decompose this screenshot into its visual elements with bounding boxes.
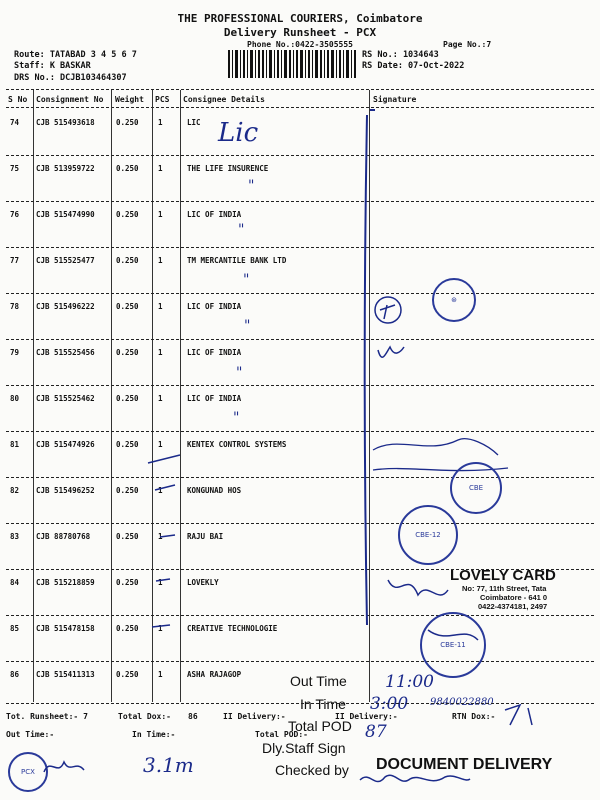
company-stamp-address2: Coimbatore - 641 0: [480, 593, 548, 602]
row-pcs: 1: [158, 256, 163, 265]
phone-number: Phone No.:0422-3505555: [247, 40, 353, 49]
col-pcs: PCS: [155, 95, 170, 104]
row-sno: 76: [10, 210, 20, 219]
footer-rule: [6, 703, 594, 704]
drs-number: DRS No.: DCJB103464307: [14, 73, 127, 83]
row-consignment: CJB 515496252: [36, 486, 95, 495]
total-runsheet: Tot. Runsheet:- 7: [6, 712, 88, 721]
total-dox-label: Total Dox:-: [118, 712, 171, 721]
row-pcs: 1: [158, 164, 163, 173]
handwritten-marks: [140, 445, 190, 645]
table-row: [0, 248, 600, 294]
rs-number: RS No.: 1034643: [362, 50, 439, 60]
rs-date: RS Date: 07-Oct-2022: [362, 61, 465, 71]
handwritten-out-time: 11:00: [385, 672, 434, 692]
handwritten-footer-signature: [40, 752, 90, 782]
row-pcs: 1: [158, 118, 163, 127]
row-sno: 80: [10, 394, 20, 403]
row-weight: 0.250: [116, 532, 139, 541]
row-pcs: 1: [158, 532, 163, 541]
row-consignee: LIC: [187, 118, 201, 127]
company-stamp-name: LOVELY CARD: [450, 567, 556, 584]
delivery-count-2: II Delivery:-: [335, 712, 398, 721]
row-consignee: TM MERCANTILE BANK LTD: [187, 256, 287, 265]
row-consignment: CJB 88780768: [36, 532, 91, 541]
row-sno: 82: [10, 486, 20, 495]
row-weight: 0.250: [116, 210, 139, 219]
row-consignment: CJB 515411313: [36, 670, 95, 679]
row-pcs: 1: [158, 348, 163, 357]
stamp-in-time: In Time: [300, 696, 346, 712]
staff: Staff: K BASKAR: [14, 61, 91, 71]
header-bottom-rule: [6, 107, 594, 108]
out-time-label: Out Time:-: [6, 730, 55, 739]
row-weight: 0.250: [116, 256, 139, 265]
col-consignment: Consignment No: [36, 95, 104, 104]
table-row: [0, 156, 600, 202]
table-row: [0, 110, 600, 156]
row-sno: 75: [10, 164, 20, 173]
table-row: [0, 340, 600, 386]
table-row: [0, 294, 600, 340]
row-consignee: LIC OF INDIA: [187, 394, 242, 403]
table-row: [0, 202, 600, 248]
barcode-graphic: [228, 50, 356, 78]
stamp-document-delivery: DOCUMENT DELIVERY: [376, 756, 553, 773]
row-consignee: LIC OF INDIA: [187, 210, 242, 219]
row-pcs: 1: [158, 394, 163, 403]
row-consignee: LIC OF INDIA: [187, 348, 242, 357]
row-pcs: 1: [158, 302, 163, 311]
col-weight: Weight: [115, 95, 144, 104]
row-sno: 84: [10, 578, 20, 587]
handwritten-phone: 9840022880: [430, 697, 494, 708]
round-stamp: CBE: [450, 462, 502, 514]
row-consignment: CJB 515493618: [36, 118, 95, 127]
total-dox-value: 86: [188, 712, 198, 721]
row-consignment: CJB 515478158: [36, 624, 95, 633]
barcode: [228, 50, 356, 78]
in-time-label: In Time:-: [132, 730, 176, 739]
row-weight: 0.250: [116, 440, 139, 449]
row-sno: 81: [10, 440, 20, 449]
row-consignment: CJB 515525456: [36, 348, 95, 357]
row-weight: 0.250: [116, 164, 139, 173]
row-sno: 79: [10, 348, 20, 357]
row-pcs: 1: [158, 486, 163, 495]
row-pcs: 1: [158, 624, 163, 633]
ditto-mark: ": [233, 410, 240, 426]
ditto-mark: ": [236, 365, 243, 381]
ditto-mark: ": [248, 178, 255, 194]
page-number: Page No.:7: [443, 40, 492, 49]
total-pod-label: Total POD:-: [255, 730, 308, 739]
stamp-out-time: Out Time: [290, 673, 347, 689]
row-consignment: CJB 513959722: [36, 164, 95, 173]
col-signature: Signature: [373, 95, 417, 104]
row-weight: 0.250: [116, 578, 139, 587]
handwritten-lic: Lic: [218, 118, 259, 148]
col-consignee: Consignee Details: [183, 95, 265, 104]
row-consignment: CJB 515218859: [36, 578, 95, 587]
stamp-staff-sign: Dly.Staff Sign: [262, 740, 346, 756]
col-sno: S No: [8, 95, 28, 104]
ditto-mark: ": [238, 222, 245, 238]
row-consignee: RAJU BAI: [187, 532, 224, 541]
company-stamp: [450, 567, 598, 611]
row-sno: 86: [10, 670, 20, 679]
handwritten-rtn-mark: [500, 700, 550, 730]
document-title: Delivery Runsheet - PCX: [223, 26, 377, 39]
row-sno: 77: [10, 256, 20, 265]
handwritten-in-time-left: 3.1m: [143, 753, 194, 777]
header-top-rule: [6, 89, 594, 90]
company-title: THE PROFESSIONAL COURIERS, Coimbatore: [177, 12, 423, 25]
row-weight: 0.250: [116, 624, 139, 633]
row-consignee: KONGUNAD HOS: [187, 486, 242, 495]
handwritten-total-pod: 87: [365, 722, 387, 742]
ditto-mark: ": [243, 272, 250, 288]
row-weight: 0.250: [116, 670, 139, 679]
row-consignment: CJB 515474990: [36, 210, 95, 219]
ditto-mark: ": [244, 318, 251, 334]
round-stamp: CBE-11: [420, 612, 486, 678]
row-weight: 0.250: [116, 118, 139, 127]
row-consignee: ASHA RAJAGOP: [187, 670, 242, 679]
row-consignment: CJB 515496222: [36, 302, 95, 311]
row-weight: 0.250: [116, 302, 139, 311]
row-consignee: LOVEKLY: [187, 578, 219, 587]
stamp-checked-by: Checked by: [275, 762, 349, 778]
delivery-count-1: II Delivery:-: [223, 712, 286, 721]
row-sno: 74: [10, 118, 20, 127]
row-weight: 0.250: [116, 394, 139, 403]
row-sno: 85: [10, 624, 20, 633]
row-consignment: CJB 515474926: [36, 440, 95, 449]
company-stamp-address1: No: 77, 11th Street, Tata: [462, 584, 547, 593]
rtn-dox: RTN Dox:-: [452, 712, 496, 721]
company-stamp-phone: 0422-4374181, 2497: [478, 602, 548, 611]
pcx-stamp: PCX: [8, 752, 48, 792]
handwritten-in-time: 3:00: [370, 694, 409, 714]
row-pcs: 1: [158, 210, 163, 219]
route: Route: TATABAD 3 4 5 6 7: [14, 50, 137, 60]
row-pcs: 1: [158, 578, 163, 587]
row-pcs: 1: [158, 440, 163, 449]
handwritten-checked-signature: [355, 765, 475, 795]
row-consignee: THE LIFE INSURENCE: [187, 164, 269, 173]
row-consignment: CJB 515525477: [36, 256, 95, 265]
row-consignee: CREATIVE TECHNOLOGIE: [187, 624, 278, 633]
row-weight: 0.250: [116, 486, 139, 495]
row-pcs: 1: [158, 670, 163, 679]
round-stamp: CBE-12: [398, 505, 458, 565]
handwritten-initials: [370, 295, 415, 375]
row-consignment: CJB 515525462: [36, 394, 95, 403]
row-sno: 78: [10, 302, 20, 311]
table-row: [0, 386, 600, 432]
row-consignee: KENTEX CONTROL SYSTEMS: [187, 440, 287, 449]
stamp-total-pod: Total POD: [288, 718, 352, 734]
row-weight: 0.250: [116, 348, 139, 357]
row-sno: 83: [10, 532, 20, 541]
seal-stamp: ⊛: [432, 278, 476, 322]
row-consignee: LIC OF INDIA: [187, 302, 242, 311]
